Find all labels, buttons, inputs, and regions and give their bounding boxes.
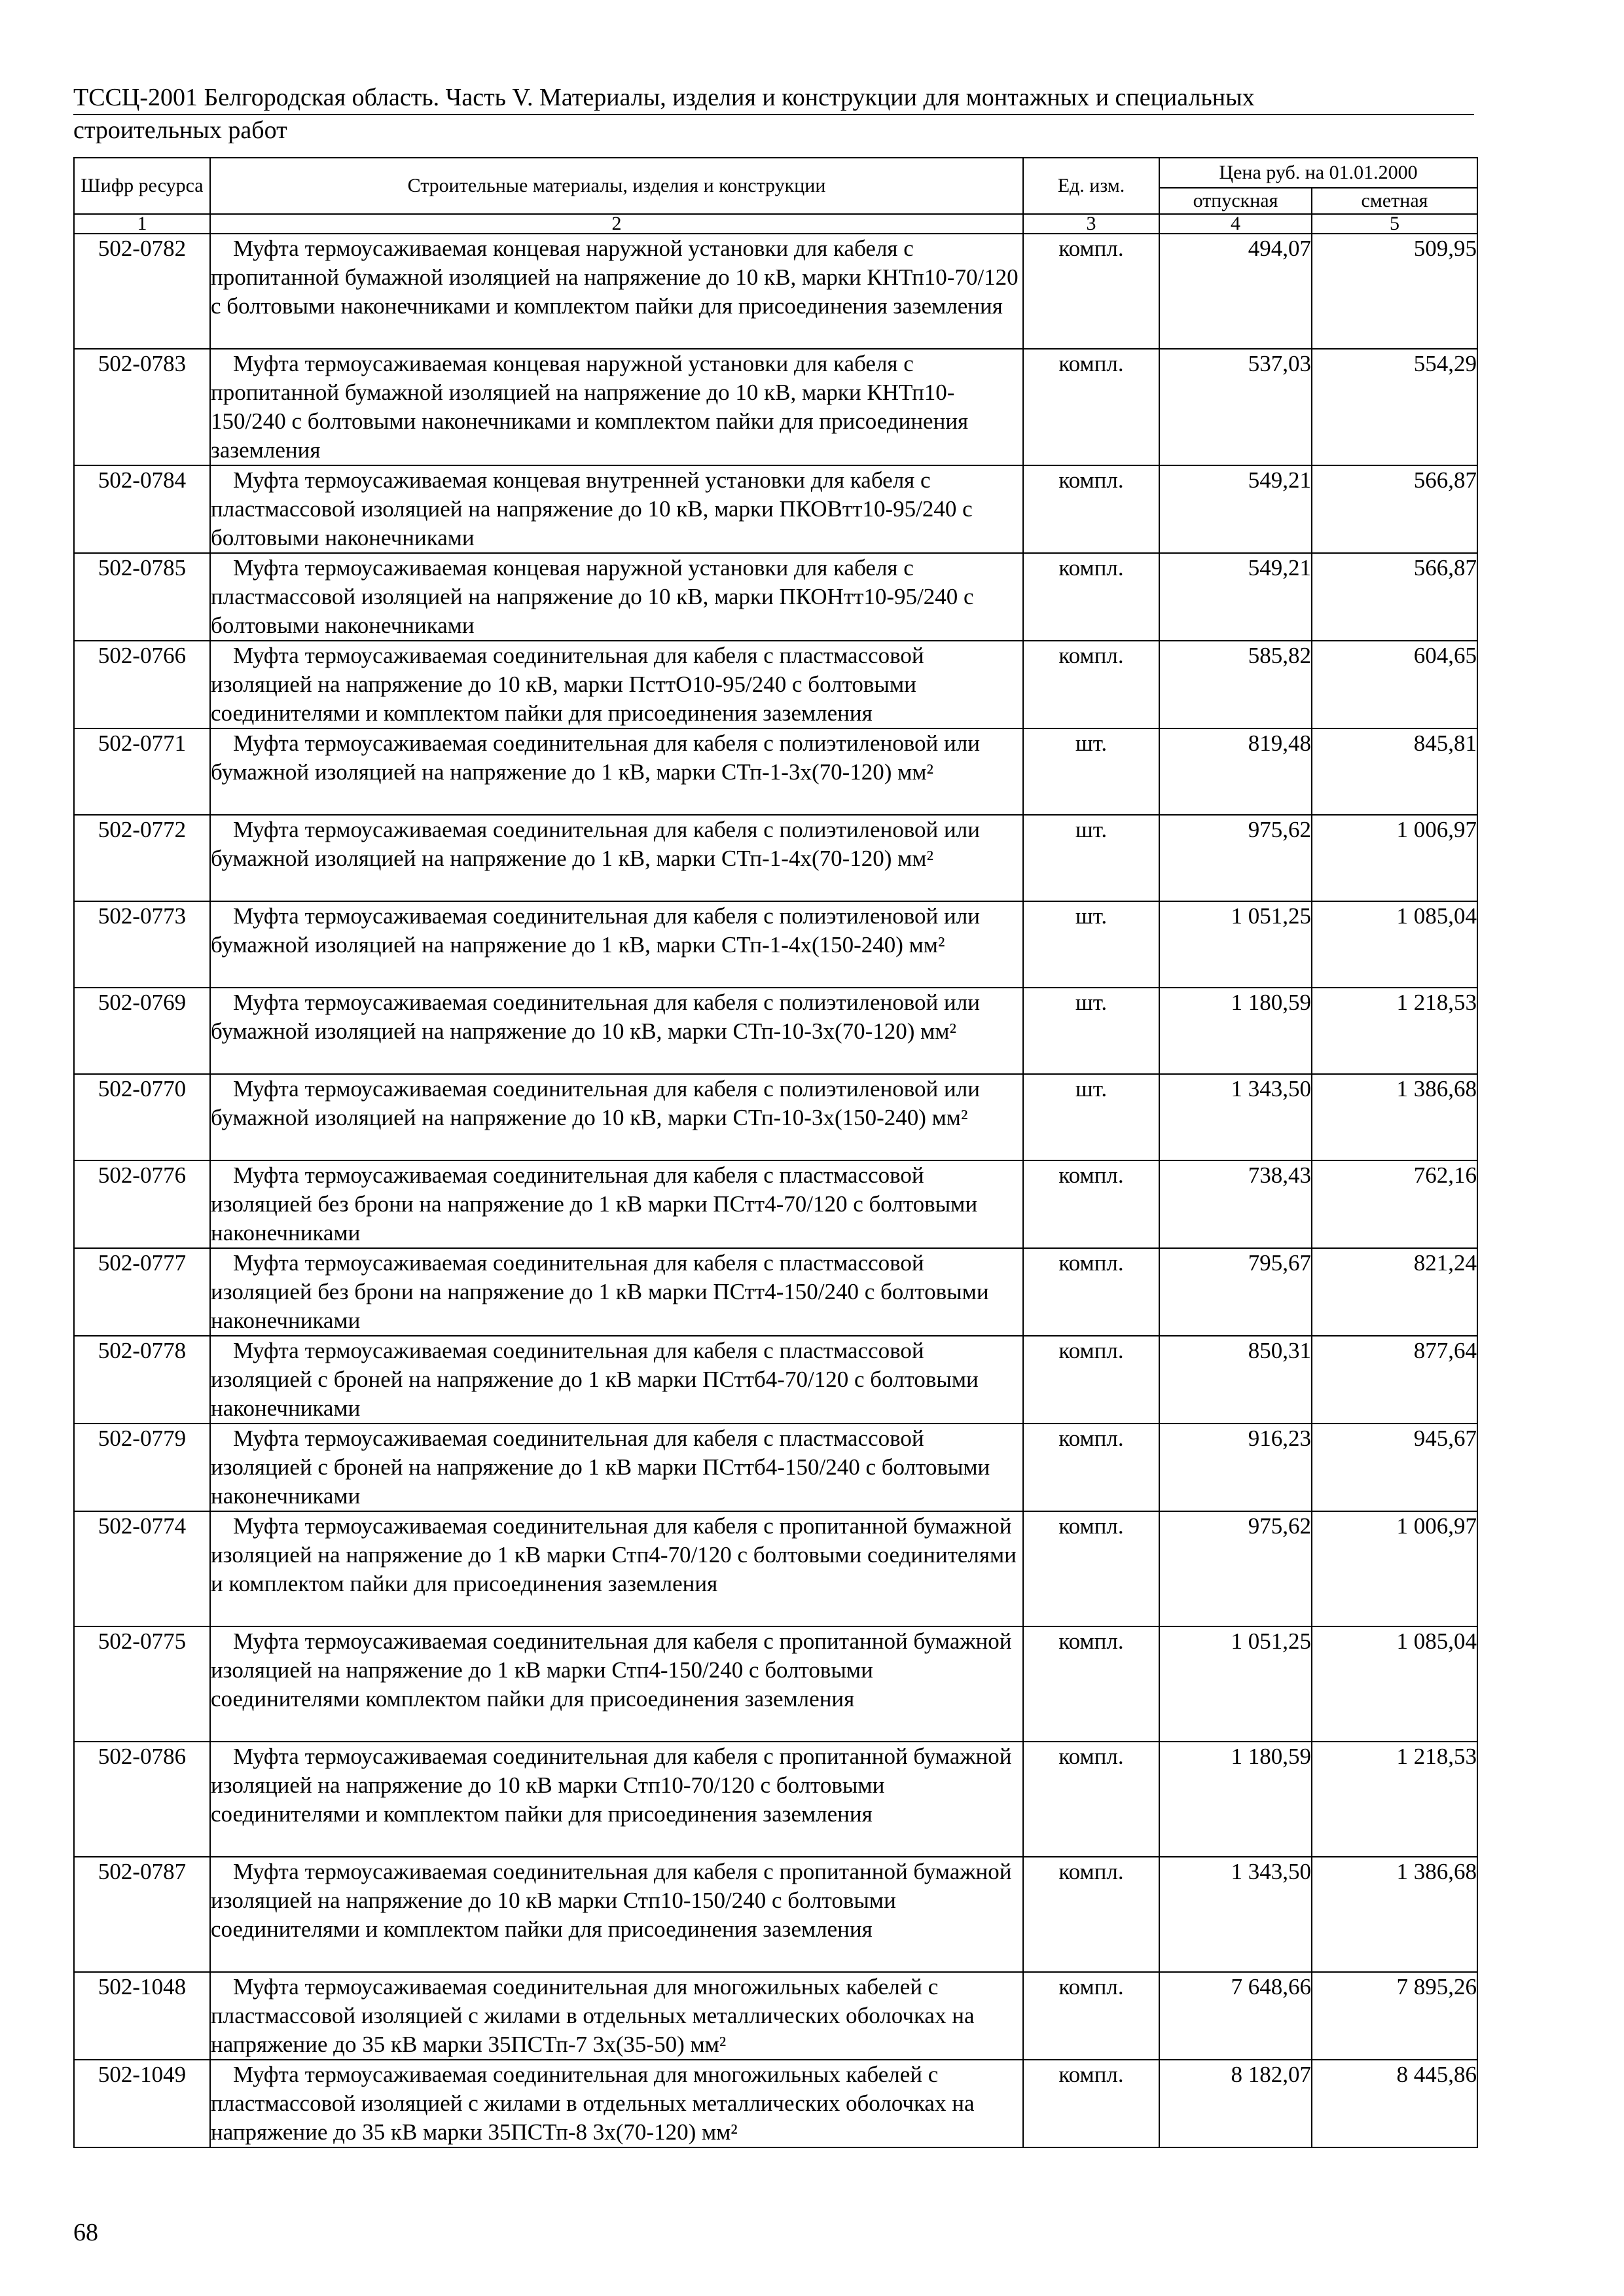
material-name-cell: Муфта термоусаживаемая соединительная для кабеля с пропитанной бумажной изоляцией на напряжение до 10 кВ марки Стп10-70/120 с болтовыми соединителями и комплектом пайки для присоединения заземления: [210, 1742, 1023, 1857]
table-row: [74, 1160, 1477, 1248]
price-release-cell: 795,67: [1159, 1248, 1312, 1336]
table-row: [74, 349, 1477, 465]
column-number: 3: [1023, 214, 1159, 234]
resource-code-cell: 502-0786: [74, 1742, 210, 1857]
table-row: [74, 1857, 1477, 1972]
price-release-cell: 585,82: [1159, 641, 1312, 728]
price-estimate-cell: 604,65: [1312, 641, 1477, 728]
resource-code-cell: 502-0777: [74, 1248, 210, 1336]
material-name-cell: Муфта термоусаживаемая соединительная для кабеля с полиэтиленовой или бумажной изоляцией на напряжение до 1 кВ, марки СТп-1-4х(150-240) мм²: [210, 901, 1023, 988]
material-name-cell: Муфта термоусаживаемая соединительная для кабеля с пластмассовой изоляцией без брони на напряжение до 1 кВ марки ПСтт4-150/240 с болтовыми наконечниками: [210, 1248, 1023, 1336]
material-name-cell: Муфта термоусаживаемая соединительная для кабеля с полиэтиленовой или бумажной изоляцией на напряжение до 1 кВ, марки СТп-1-4х(70-120) мм²: [210, 815, 1023, 901]
header-title-line1: ТССЦ-2001 Белгородская область. Часть V. Материалы, изделия и конструкции для монтажных и специальных: [73, 82, 1474, 115]
unit-cell: компл.: [1023, 234, 1159, 349]
header-price-estimate: сметная: [1312, 188, 1477, 214]
price-estimate-cell: 566,87: [1312, 553, 1477, 641]
table-header: [74, 158, 1477, 234]
table-row: [74, 901, 1477, 988]
price-release-cell: 8 182,07: [1159, 2060, 1312, 2147]
table-row: [74, 2060, 1477, 2147]
header-title-line2: строительных работ: [73, 117, 287, 144]
price-release-cell: 537,03: [1159, 349, 1312, 465]
price-estimate-cell: 945,67: [1312, 1424, 1477, 1511]
header-price-group: Цена руб. на 01.01.2000: [1159, 158, 1477, 188]
price-release-cell: 975,62: [1159, 1511, 1312, 1626]
unit-cell: компл.: [1023, 553, 1159, 641]
table-row: [74, 1074, 1477, 1160]
material-name-cell: Муфта термоусаживаемая концевая наружной установки для кабеля с пропитанной бумажной изоляцией на напряжение до 10 кВ, марки КНТп10-70/120 с болтовыми наконечниками и комплектом пайки для присоединения заземления: [210, 234, 1023, 349]
resource-code-cell: 502-0770: [74, 1074, 210, 1160]
price-release-cell: 1 051,25: [1159, 901, 1312, 988]
material-name-cell: Муфта термоусаживаемая соединительная для кабеля с полиэтиленовой или бумажной изоляцией на напряжение до 10 кВ, марки СТп-10-3х(70-120) мм²: [210, 988, 1023, 1074]
material-name-cell: Муфта термоусаживаемая соединительная для кабеля с пластмассовой изоляцией без брони на напряжение до 1 кВ марки ПСтт4-70/120 с болтовыми наконечниками: [210, 1160, 1023, 1248]
price-release-cell: 549,21: [1159, 553, 1312, 641]
material-name-cell: Муфта термоусаживаемая соединительная для кабеля с полиэтиленовой или бумажной изоляцией на напряжение до 1 кВ, марки СТп-1-3х(70-120) мм²: [210, 728, 1023, 815]
unit-cell: компл.: [1023, 1972, 1159, 2060]
resource-code-cell: 502-1049: [74, 2060, 210, 2147]
table-row: [74, 728, 1477, 815]
price-release-cell: 1 343,50: [1159, 1074, 1312, 1160]
material-name-cell: Муфта термоусаживаемая концевая наружной установки для кабеля с пропитанной бумажной изоляцией на напряжение до 10 кВ, марки КНТп10-150/240 с болтовыми наконечниками и комплектом пайки для присоединения заземления: [210, 349, 1023, 465]
price-table: [73, 157, 1478, 2148]
header-price-release: отпускная: [1159, 188, 1312, 214]
price-release-cell: 819,48: [1159, 728, 1312, 815]
price-estimate-cell: 1 085,04: [1312, 901, 1477, 988]
table-row: [74, 1742, 1477, 1857]
resource-code-cell: 502-0773: [74, 901, 210, 988]
table-row: [74, 553, 1477, 641]
table-row: [74, 641, 1477, 728]
price-release-cell: 916,23: [1159, 1424, 1312, 1511]
resource-code-cell: 502-0771: [74, 728, 210, 815]
column-number: 5: [1312, 214, 1477, 234]
price-release-cell: 1 180,59: [1159, 988, 1312, 1074]
price-release-cell: 738,43: [1159, 1160, 1312, 1248]
page-number: 68: [73, 2219, 98, 2246]
price-release-cell: 494,07: [1159, 234, 1312, 349]
resource-code-cell: 502-0784: [74, 465, 210, 553]
resource-code-cell: 502-0782: [74, 234, 210, 349]
price-release-cell: 7 648,66: [1159, 1972, 1312, 2060]
column-number-row: [74, 214, 1477, 234]
resource-code-cell: 502-1048: [74, 1972, 210, 2060]
price-estimate-cell: 1 006,97: [1312, 815, 1477, 901]
price-estimate-cell: 821,24: [1312, 1248, 1477, 1336]
price-estimate-cell: 554,29: [1312, 349, 1477, 465]
resource-code-cell: 502-0787: [74, 1857, 210, 1972]
price-release-cell: 1 343,50: [1159, 1857, 1312, 1972]
unit-cell: компл.: [1023, 1160, 1159, 1248]
material-name-cell: Муфта термоусаживаемая соединительная для кабеля с пропитанной бумажной изоляцией на напряжение до 1 кВ марки Стп4-70/120 с болтовыми соединителями и комплектом пайки для присоединения заземления: [210, 1511, 1023, 1626]
material-name-cell: Муфта термоусаживаемая концевая внутренней установки для кабеля с пластмассовой изоляцией на напряжение до 10 кВ, марки ПКОВтт10-95/240 с болтовыми наконечниками: [210, 465, 1023, 553]
material-name-cell: Муфта термоусаживаемая соединительная для многожильных кабелей с пластмассовой изоляцией с жилами в отдельных металлических оболочках на напряжение до 35 кВ марки 35ПСТп-8 3х(70-120) мм²: [210, 2060, 1023, 2147]
material-name-cell: Муфта термоусаживаемая концевая наружной установки для кабеля с пластмассовой изоляцией на напряжение до 10 кВ, марки ПКОНтт10-95/240 с болтовыми наконечниками: [210, 553, 1023, 641]
table-row: [74, 1424, 1477, 1511]
table-row: [74, 1511, 1477, 1626]
unit-cell: компл.: [1023, 1626, 1159, 1742]
price-release-cell: 1 180,59: [1159, 1742, 1312, 1857]
price-estimate-cell: 1 218,53: [1312, 988, 1477, 1074]
unit-cell: компл.: [1023, 1742, 1159, 1857]
resource-code-cell: 502-0774: [74, 1511, 210, 1626]
unit-cell: компл.: [1023, 1248, 1159, 1336]
price-estimate-cell: 509,95: [1312, 234, 1477, 349]
header-code: Шифр ресурса: [74, 158, 210, 214]
resource-code-cell: 502-0778: [74, 1336, 210, 1424]
material-name-cell: Муфта термоусаживаемая соединительная для многожильных кабелей с пластмассовой изоляцией с жилами в отдельных металлических оболочках на напряжение до 35 кВ марки 35ПСТп-7 3х(35-50) мм²: [210, 1972, 1023, 2060]
resource-code-cell: 502-0766: [74, 641, 210, 728]
resource-code-cell: 502-0775: [74, 1626, 210, 1742]
resource-code-cell: 502-0769: [74, 988, 210, 1074]
price-estimate-cell: 1 006,97: [1312, 1511, 1477, 1626]
price-release-cell: 850,31: [1159, 1336, 1312, 1424]
column-number: 1: [74, 214, 210, 234]
table-row: [74, 234, 1477, 349]
unit-cell: компл.: [1023, 1336, 1159, 1424]
price-estimate-cell: 1 218,53: [1312, 1742, 1477, 1857]
price-release-cell: 975,62: [1159, 815, 1312, 901]
material-name-cell: Муфта термоусаживаемая соединительная для кабеля с пропитанной бумажной изоляцией на напряжение до 10 кВ марки Стп10-150/240 с болтовыми соединителями и комплектом пайки для присоединения заземления: [210, 1857, 1023, 1972]
price-estimate-cell: 877,64: [1312, 1336, 1477, 1424]
table-body: [74, 234, 1477, 2147]
unit-cell: компл.: [1023, 1857, 1159, 1972]
table-row: [74, 465, 1477, 553]
unit-cell: компл.: [1023, 2060, 1159, 2147]
price-release-cell: 549,21: [1159, 465, 1312, 553]
material-name-cell: Муфта термоусаживаемая соединительная для кабеля с полиэтиленовой или бумажной изоляцией на напряжение до 10 кВ, марки СТп-10-3х(150-240) мм²: [210, 1074, 1023, 1160]
unit-cell: компл.: [1023, 1511, 1159, 1626]
table-row: [74, 1336, 1477, 1424]
price-estimate-cell: 1 386,68: [1312, 1074, 1477, 1160]
price-estimate-cell: 845,81: [1312, 728, 1477, 815]
table-row: [74, 815, 1477, 901]
resource-code-cell: 502-0783: [74, 349, 210, 465]
resource-code-cell: 502-0779: [74, 1424, 210, 1511]
header-name: Строительные материалы, изделия и конструкции: [210, 158, 1023, 214]
resource-code-cell: 502-0776: [74, 1160, 210, 1248]
material-name-cell: Муфта термоусаживаемая соединительная для кабеля с пластмассовой изоляцией с броней на напряжение до 1 кВ марки ПСттб4-150/240 с болтовыми наконечниками: [210, 1424, 1023, 1511]
material-name-cell: Муфта термоусаживаемая соединительная для кабеля с пропитанной бумажной изоляцией на напряжение до 1 кВ марки Стп4-150/240 с болтовыми соединителями комплектом пайки для присоединения заземления: [210, 1626, 1023, 1742]
price-estimate-cell: 7 895,26: [1312, 1972, 1477, 2060]
table-row: [74, 1248, 1477, 1336]
price-estimate-cell: 1 386,68: [1312, 1857, 1477, 1972]
unit-cell: шт.: [1023, 815, 1159, 901]
unit-cell: шт.: [1023, 1074, 1159, 1160]
material-name-cell: Муфта термоусаживаемая соединительная для кабеля с пластмассовой изоляцией на напряжение до 10 кВ, марки ПсттО10-95/240 с болтовыми соединителями и комплектом пайки для присоединения заземления: [210, 641, 1023, 728]
unit-cell: шт.: [1023, 728, 1159, 815]
unit-cell: компл.: [1023, 1424, 1159, 1511]
table-row: [74, 1626, 1477, 1742]
unit-cell: компл.: [1023, 465, 1159, 553]
table-row: [74, 1972, 1477, 2060]
page-header: [73, 82, 1474, 145]
unit-cell: шт.: [1023, 988, 1159, 1074]
table-row: [74, 988, 1477, 1074]
column-number: 4: [1159, 214, 1312, 234]
unit-cell: компл.: [1023, 349, 1159, 465]
unit-cell: компл.: [1023, 641, 1159, 728]
price-estimate-cell: 566,87: [1312, 465, 1477, 553]
price-estimate-cell: 762,16: [1312, 1160, 1477, 1248]
resource-code-cell: 502-0772: [74, 815, 210, 901]
column-number: 2: [210, 214, 1023, 234]
resource-code-cell: 502-0785: [74, 553, 210, 641]
price-estimate-cell: 8 445,86: [1312, 2060, 1477, 2147]
price-release-cell: 1 051,25: [1159, 1626, 1312, 1742]
unit-cell: шт.: [1023, 901, 1159, 988]
header-unit: Ед. изм.: [1023, 158, 1159, 214]
price-estimate-cell: 1 085,04: [1312, 1626, 1477, 1742]
material-name-cell: Муфта термоусаживаемая соединительная для кабеля с пластмассовой изоляцией с броней на напряжение до 1 кВ марки ПСттб4-70/120 с болтовыми наконечниками: [210, 1336, 1023, 1424]
